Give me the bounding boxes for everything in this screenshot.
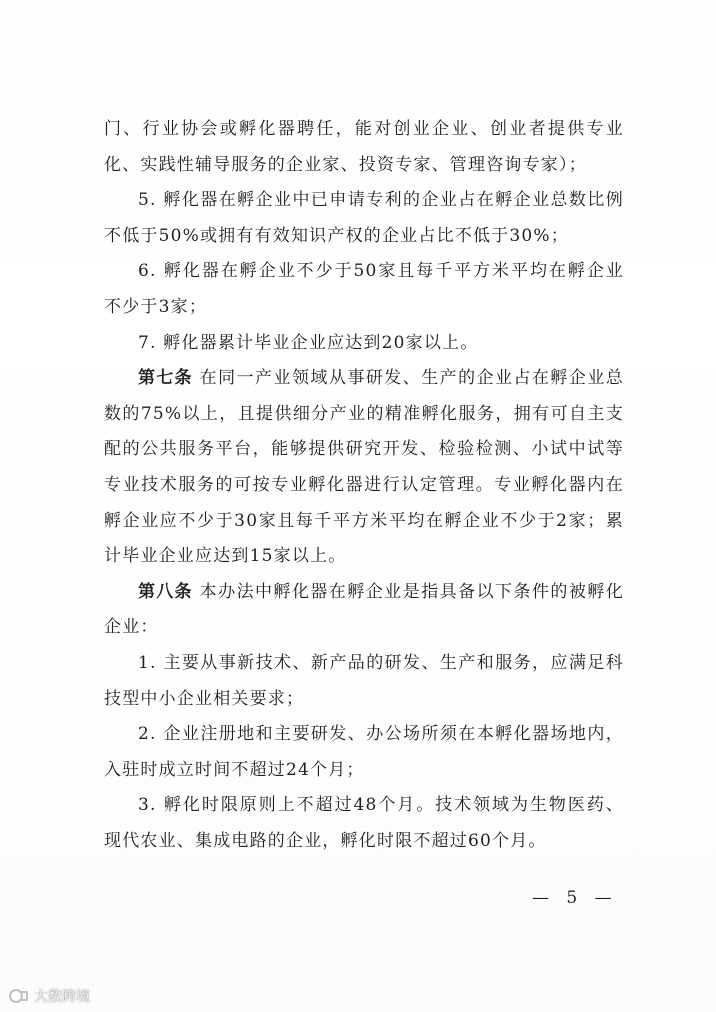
paragraph-item-5: 5. 孵化器在孵企业中已申请专利的企业占在孵企业总数比例不低于50%或拥有有效知识产权的企业占比不低于30%； (104, 190, 624, 246)
paragraph-continuation: 门、行业协会或孵化器聘任，能对创业企业、创业者提供专业化、实践性辅导服务的企业家、投资专家、管理咨询专家）； (104, 119, 624, 175)
paragraph-article-7 (104, 361, 624, 575)
watermark (8, 986, 90, 1006)
paragraph-condition-2: 2. 企业注册地和主要研发、办公场所须在本孵化器场地内，入驻时成立时间不超过24个月； (104, 724, 624, 780)
paragraph-condition-1: 1. 主要从事新技术、新产品的研发、生产和服务，应满足科技型中小企业相关要求； (104, 652, 624, 709)
page-number: — 5 — (532, 888, 618, 908)
article-8-heading: 第八条 (138, 581, 193, 602)
brand-logo-icon (8, 987, 30, 1005)
paragraph-article-8 (104, 575, 624, 646)
document-body (104, 112, 624, 859)
paragraph-condition-3: 3. 孵化时限原则上不超过48个月。技术领域为生物医药、现代农业、集成电路的企业，孵化时限不超过60个月。 (104, 795, 624, 851)
paragraph-item-6: 6. 孵化器在孵企业不少于50家且每千平方米平均在孵企业不少于3家； (104, 261, 624, 317)
watermark-text: 大数跨境 (34, 989, 90, 1005)
article-8-text: 本办法中孵化器在孵企业是指具备以下条件的被孵化企业： (104, 581, 625, 638)
paragraph-item-7: 7. 孵化器累计毕业企业应达到20家以上。 (138, 332, 479, 353)
article-7-heading: 第七条 (138, 368, 193, 389)
article-7-text: 在同一产业领域从事研发、生产的企业占在孵企业总数的75%以上，且提供细分产业的精准孵化服务，拥有可自主支配的公共服务平台，能够提供研究开发、检验检测、小试中试等专业技术服务的可按专业孵化器进行认定管理。专业孵化器内在孵企业应不少于30家且每千平方米平均在孵企业不少于2家；累计毕业企业应达到15家以上。 (104, 368, 625, 567)
